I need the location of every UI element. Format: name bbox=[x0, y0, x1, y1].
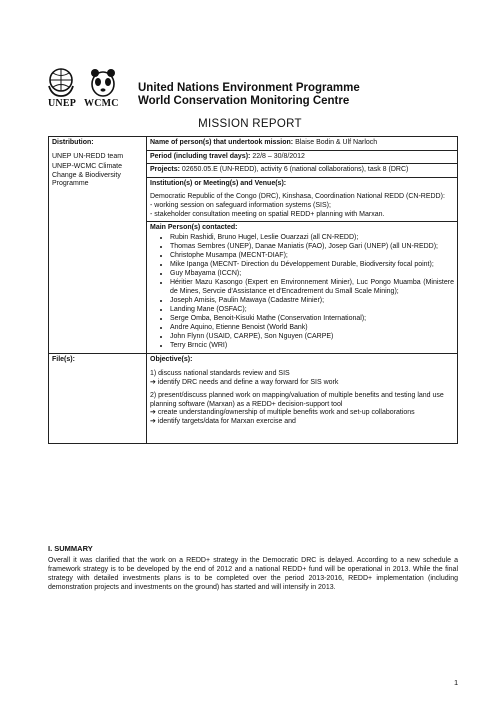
list-item: • Héritier Mazu Kasongo (Expert en Environnement Minier), Luc Pongo Muamba (Ministere de Mines, Servcie d'Assistance et d'Encadrement du Small Scale Mining); bbox=[170, 279, 454, 296]
projects-label: Projects: bbox=[150, 166, 180, 174]
files-label: File(s): bbox=[52, 356, 75, 364]
mission-table bbox=[48, 136, 458, 444]
period-label: Period (including travel days): bbox=[150, 152, 251, 160]
persons-list bbox=[150, 234, 454, 351]
wcmc-logo-text: WCMC bbox=[84, 98, 119, 109]
distribution-cell bbox=[49, 137, 147, 354]
list-item: • Serge Omba, Benoit-Kisuki Mathe (Conservation International); bbox=[170, 315, 454, 324]
list-item: • John Flynn (USAID, CARPE), Son Nguyen (CARPE) bbox=[170, 333, 454, 342]
projects-value: 02650.05.E (UN-REDD), activity 6 (national collaborations), task 8 (DRC) bbox=[181, 166, 409, 174]
organization-name bbox=[138, 82, 360, 108]
org-line-2: World Conservation Monitoring Centre bbox=[138, 95, 350, 107]
institutions-line-2: - working session on safeguard information systems (SIS); bbox=[150, 201, 331, 209]
objective-1-action bbox=[150, 379, 454, 388]
names-label: Name of person(s) that undertook mission: bbox=[150, 139, 294, 146]
institutions-label: Institution(s) or Meeting(s) and Venue(s): bbox=[150, 179, 287, 187]
arrow-right-icon: ➔ bbox=[150, 378, 156, 386]
org-line-1: United Nations Environment Programme bbox=[138, 82, 360, 94]
names-cell bbox=[147, 137, 458, 151]
wcmc-panda-icon bbox=[88, 66, 118, 98]
objective-2: 2) present/discuss planned work on mapping/valuation of multiple benefits and testing land use planning software (Marxan) as a REDD+ decision-support tool bbox=[150, 392, 444, 408]
objective-2-action-a-text: create understanding/ownership of multiple benefits work and set-up collaborations bbox=[157, 409, 415, 417]
list-item: • Christophe Musampa (MECNT-DIAF); bbox=[170, 252, 454, 261]
distribution-label: Distribution: bbox=[52, 139, 94, 146]
period-value: 22/8 – 30/8/2012 bbox=[252, 152, 305, 160]
page-number: 1 bbox=[454, 678, 459, 687]
objective-1: 1) discuss national standards review and SIS bbox=[150, 370, 290, 378]
list-item: • Andre Aquino, Etienne Benoist (World Bank) bbox=[170, 324, 454, 333]
list-item: • Mike Ipanga (MECNT- Direction du Développement Durable, Biodiversity focal point); bbox=[170, 261, 454, 270]
objectives-label: Objective(s): bbox=[150, 356, 193, 364]
list-item: • Rubin Rashidi, Bruno Hugel, Leslie Ouarzazi (all CN-REDD); bbox=[170, 234, 454, 243]
institutions-cell bbox=[147, 177, 458, 221]
summary-paragraph: Overall it was clarified that the work on a REDD+ strategy in the Democratic DRC is delayed. According to a new schedule a framework strategy is to be developed by the end of 2012 and a national REDD+ fund will be operational in 2013. While the final strategy with detailed investments plans is to be completed over the period 2013-2016, REDD+ implementation (including demonstration projects and investments on the ground) has started and will intensify in 2013. bbox=[48, 557, 458, 591]
summary-heading: I. SUMMARY bbox=[48, 544, 93, 553]
objective-1-action-text: identify DRC needs and define a way forward for SIS work bbox=[157, 378, 339, 386]
persons-cell bbox=[147, 222, 458, 354]
logos bbox=[48, 66, 118, 110]
list-item: • Landing Mane (OSFAC); bbox=[170, 306, 454, 315]
unep-logo-text: UNEP bbox=[48, 98, 77, 109]
objective-2-action-b bbox=[150, 418, 454, 427]
objective-2-action-b-text: identify targets/data for Marxan exercise and bbox=[157, 418, 296, 426]
list-item: • Guy Mbayama (ICCN); bbox=[170, 270, 454, 279]
arrow-right-icon: ➔ bbox=[150, 418, 156, 426]
period-cell bbox=[147, 150, 458, 164]
arrow-right-icon: ➔ bbox=[150, 409, 156, 417]
institutions-line-1: Democratic Republic of the Congo (DRC), Kinshasa, Coordination National REDD (CN-REDD): bbox=[150, 193, 445, 201]
objective-2-action-a bbox=[150, 409, 454, 418]
report-title: MISSION REPORT bbox=[198, 118, 302, 130]
list-item: • Thomas Sembres (UNEP), Danae Maniatis (FAO), Josep Gari (UNEP) (all UN-REDD); bbox=[170, 243, 454, 252]
distribution-item-2: UNEP-WCMC Climate Change & Biodiversity Programme bbox=[52, 163, 122, 188]
list-item: • Joseph Amisis, Paulin Mawaya (Cadastre Minier); bbox=[170, 297, 454, 306]
projects-cell bbox=[147, 164, 458, 178]
objectives-cell bbox=[147, 354, 458, 443]
persons-label: Main Person(s) contacted: bbox=[150, 224, 238, 232]
distribution-item-1: UNEP UN-REDD team bbox=[52, 152, 124, 160]
list-item: • Terry Brncic (WRI) bbox=[170, 342, 454, 351]
names-value: Blaise Bodin & Ulf Narloch bbox=[295, 139, 378, 146]
institutions-line-3: - stakeholder consultation meeting on spatial REDD+ planning with Marxan. bbox=[150, 210, 385, 218]
files-cell bbox=[49, 354, 147, 443]
